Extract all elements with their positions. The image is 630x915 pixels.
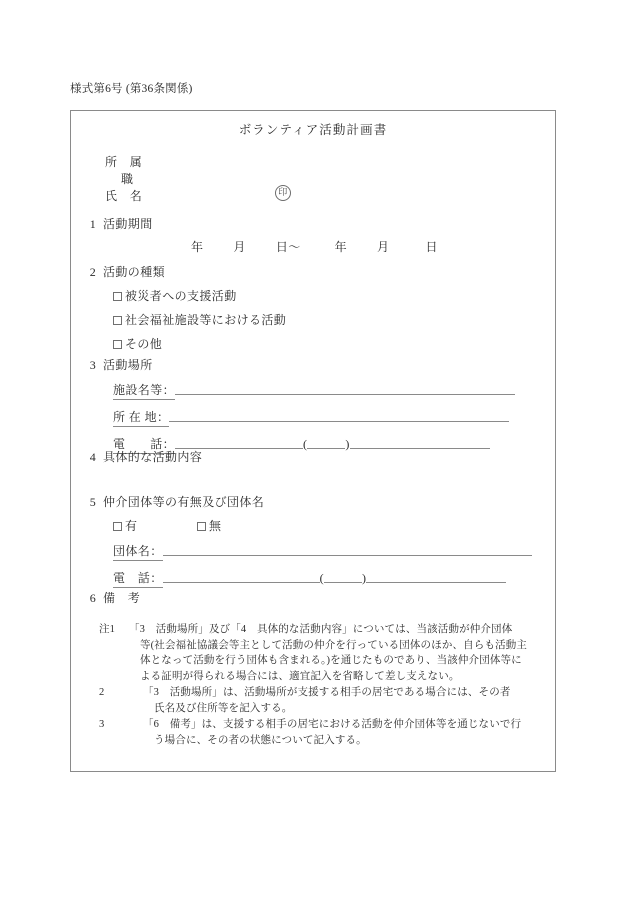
name-label: 氏 名 [105,189,143,203]
organization-telephone-input-exchange[interactable] [324,570,362,583]
paren-close: ) [362,571,367,585]
footnote-1-body [129,622,547,684]
footnote-line: 体となって活動を行う団体も含まれる。)を通じたものであり、当該仲介団体等に [140,655,522,666]
section-4-title: 具体的な活動内容 [103,450,203,464]
organization-telephone-field[interactable] [83,569,545,588]
organization-name-input[interactable] [163,543,532,556]
seal-icon: 印 [275,185,291,201]
facility-name-input[interactable] [175,382,515,395]
section-activity-content [83,448,545,465]
checkbox-label: 社会福祉施設等における活動 [125,313,287,327]
post-label: 職 [121,172,134,186]
activity-period-fields[interactable] [83,238,545,255]
checkbox-option-no[interactable] [197,519,221,533]
day-from-label: 日〜 [275,240,301,254]
checkbox-icon[interactable] [113,522,122,531]
form-number: 様式第6号 (第36条関係) [70,83,193,95]
mediation-presence-options[interactable] [83,517,545,534]
footnotes [99,622,547,749]
form-frame [70,110,556,772]
facility-name-label: 施設名等： [113,381,175,400]
footnote-line: 「3 活動場所」及び「4 具体的な活動内容」については、当該活動が仲介団体 [129,624,513,635]
section-6-number: 6 [89,591,97,605]
footnote-line: 氏名及び住所等を記入する。 [154,702,293,714]
footnote-line: 「6 備考」は、支援する相手の居宅における活動を仲介団体等を通じないで行 [143,719,522,730]
organization-telephone-input-area[interactable] [163,570,320,583]
section-1-title: 活動期間 [103,217,153,231]
affiliation-label: 所 属 [105,155,143,169]
address-field[interactable] [83,408,545,427]
footnote-3-label: 3 [99,719,105,730]
section-5-number: 5 [89,495,97,509]
footnote-3-body [143,717,547,748]
checkbox-label: 被災者への支援活動 [125,289,237,303]
month-to-label: 月 [377,240,390,254]
section-2-heading [83,263,545,280]
year-from-label: 年 [191,240,204,254]
facility-name-field[interactable] [83,381,545,400]
section-2-title: 活動の種類 [103,265,166,279]
year-to-label: 年 [334,240,348,254]
footnote-line: 等(社会福祉協議会等主として活動の仲介を行っている団体のほか、自らも活動主 [140,639,528,651]
name-row [105,187,525,204]
organization-telephone-input-number[interactable] [366,570,506,583]
footnote-2-label: 2 [99,687,105,698]
month-from-label: 月 [233,240,246,254]
section-1-heading [83,215,545,232]
post-row [105,170,525,187]
checkbox-option-other[interactable] [83,335,545,352]
footnote-2 [99,685,547,716]
page-title: ボランティア活動計画書 [238,123,388,137]
section-6-heading [83,589,545,606]
footnote-line: よる証明が得られる場合には、適宜記入を省略して差し支えない。 [140,670,460,682]
footnote-line: 「3 活動場所」は、活動場所が支援する相手の居宅である場合には、その者 [143,687,511,698]
footnote-1 [99,622,547,684]
footnote-2-body [143,685,547,716]
checkbox-label: 有 [125,519,138,533]
checkbox-icon[interactable] [113,340,122,349]
checkbox-option-disaster-support[interactable] [83,287,545,304]
section-activity-period [83,215,545,255]
address-label: 所 在 地： [113,408,169,427]
telephone-label: 電 話： [113,435,175,454]
footnote-3 [99,717,547,748]
section-2-number: 2 [89,265,97,279]
section-activity-type [83,263,545,352]
section-5-title: 仲介団体等の有無及び団体名 [103,495,265,509]
organization-name-label: 団体名： [113,542,163,561]
checkbox-label: その他 [125,337,163,351]
checkbox-icon[interactable] [113,292,122,301]
organization-name-field[interactable] [83,542,545,561]
section-5-heading [83,493,545,510]
section-4-heading [83,448,545,465]
footnote-1-label: 注1 [99,624,116,635]
footnote-line: う場合に、その者の状態について記入する。 [154,734,367,746]
checkbox-label: 無 [209,519,222,533]
section-mediating-organization [83,493,545,588]
section-3-title: 活動場所 [103,358,153,372]
paren-open: ( [303,437,308,451]
section-3-heading [83,356,545,373]
paren-close: ) [345,437,350,451]
section-3-number: 3 [89,358,97,372]
day-to-label: 日 [425,240,438,254]
checkbox-icon[interactable] [113,316,122,325]
applicant-header [105,153,525,204]
section-6-title: 備 考 [103,591,141,605]
address-input[interactable] [169,409,509,422]
checkbox-option-yes[interactable] [113,517,197,534]
section-4-number: 4 [89,450,97,464]
section-1-number: 1 [89,217,97,231]
organization-telephone-label: 電 話： [113,569,163,588]
section-activity-place [83,356,545,454]
checkbox-icon[interactable] [197,522,206,531]
section-remarks [83,589,545,606]
paren-open: ( [319,571,325,585]
checkbox-option-welfare-facility[interactable] [83,311,545,328]
affiliation-row [105,153,525,170]
